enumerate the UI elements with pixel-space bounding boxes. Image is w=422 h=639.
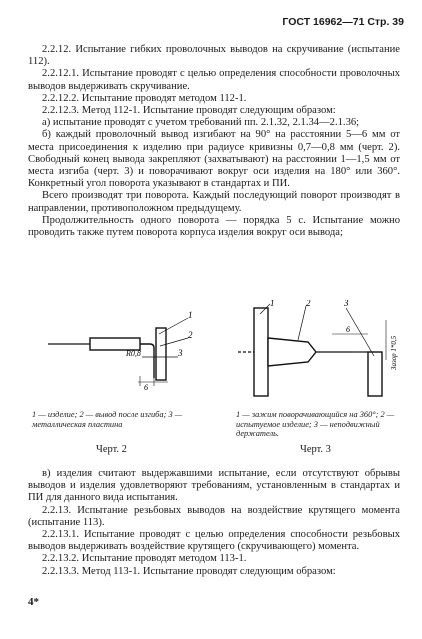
paragraph: в) изделия считают выдержавшими испытание, если отсутствуют обрывы выводов и изделия удовлетворяют требованиям, установленным в стандартах и ПИ для данного вида испытания. xyxy=(28,468,400,504)
paragraph: 2.2.12. Испытание гибких проволочных выводов на скручивание (испытание 112). xyxy=(28,44,400,68)
paragraph: Всего производят три поворота. Каждый последующий поворот производят в направлении, противоположном предыдущему. xyxy=(28,190,400,214)
fig2-caption: Черт. 2 xyxy=(96,444,127,455)
fig2-label-dim: 6 xyxy=(144,383,148,390)
fig2-label-radius: R0,8 xyxy=(126,349,141,358)
paragraph: 2.2.12.2. Испытание проводят методом 112-1. xyxy=(42,92,247,104)
figure-3-drawing xyxy=(236,300,411,400)
page-mark: 4* xyxy=(28,596,39,608)
fig3-label-dim: 6 xyxy=(346,325,350,334)
fig3-label-3: 3 xyxy=(344,300,349,308)
figure-2-drawing xyxy=(38,310,213,390)
top-text-block xyxy=(28,44,400,239)
bottom-text-block xyxy=(28,468,400,578)
paragraph: 2.2.12.3. Метод 112-1. Испытание проводят следующим образом: xyxy=(42,105,336,117)
paragraph: Продолжительность одного поворота — порядка 5 с. Испытание можно проводить также путем поворота корпуса изделия вокруг оси вывода; xyxy=(28,214,400,239)
fig3-label-gap: Зазор 1*0,5 xyxy=(390,335,398,370)
paragraph: а) испытание проводят с учетом требований пп. 2.1.32, 2.1.34—2.1.36; xyxy=(42,117,360,129)
paragraph: б) каждый проволочный вывод изгибают на 90° на расстоянии 5—6 мм от места присоединения к изделию при радиусе кривизны 0,7—0,8 мм (черт. 2). Свободный конец вывода закрепляют (захватывают) на расстоянии 1—1,5 мм от места изгиба (черт. 3) и поворачивают вокруг оси изделия на 180° или 360°. Конкретный угол поворота указывают в стандартах и ПИ. xyxy=(28,129,400,190)
page-header: ГОСТ 16962—71 Стр. 39 xyxy=(282,16,404,28)
fig2-label-2: 2 xyxy=(188,330,193,340)
fig2-label-1: 1 xyxy=(188,310,193,320)
paragraph: 2.2.13.1. Испытание проводят с целью определения способности резьбовых выводов выдерживать воздействие крутящего (скручивающего) момента. xyxy=(28,529,400,553)
fig3-label-2: 2 xyxy=(306,300,311,308)
fig2-legend: 1 — изделие; 2 — вывод после изгиба; 3 — металлическая пластина xyxy=(32,410,183,429)
fig2-label-3: 3 xyxy=(178,348,183,358)
fig3-caption: Черт. 3 xyxy=(300,444,331,455)
paragraph: 2.2.13.3. Метод 113-1. Испытание проводят следующим образом: xyxy=(42,565,336,577)
fig3-label-1: 1 xyxy=(270,300,275,308)
paragraph: 2.2.13. Испытание резьбовых выводов на воздействие крутящего момента (испытание 113). xyxy=(28,504,400,528)
fig3-legend: 1 — зажим поворачивающийся на 360°; 2 — испытуемое изделие; 3 — неподвижный держатель. xyxy=(236,410,395,439)
paragraph: 2.2.12.1. Испытание проводят с целью определения способности проволочных выводов выдерживать скручивание. xyxy=(28,68,400,92)
paragraph: 2.2.13.2. Испытание проводят методом 113-1. xyxy=(42,553,247,565)
